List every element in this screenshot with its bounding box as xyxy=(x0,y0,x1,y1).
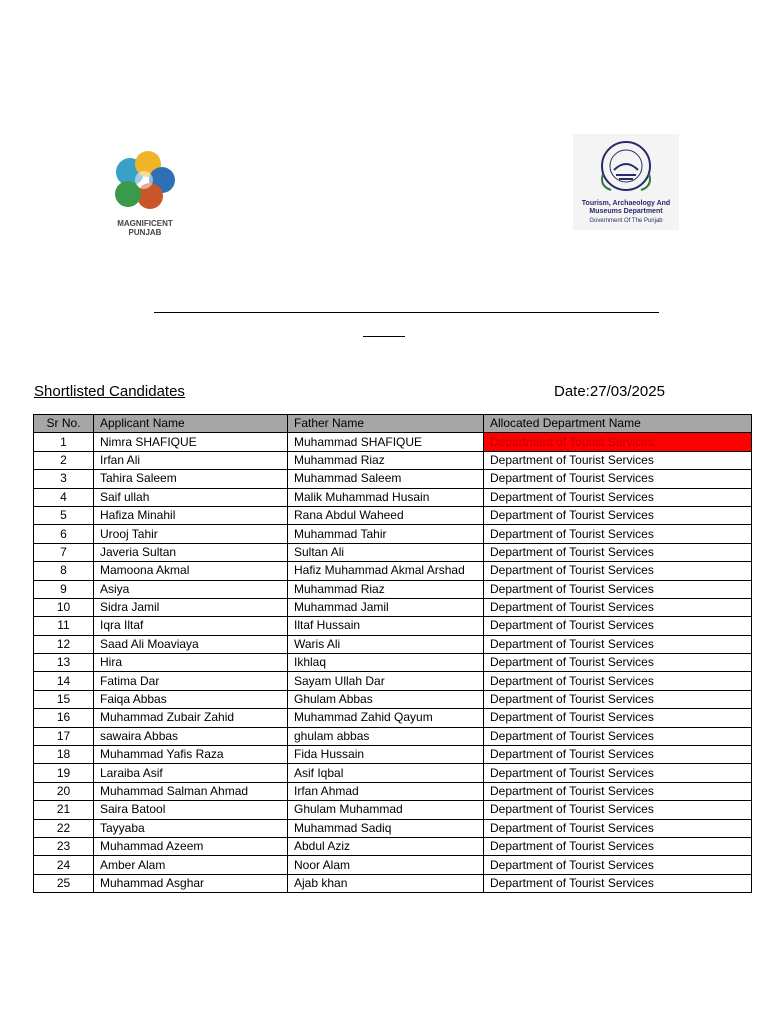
table-row xyxy=(34,433,752,451)
cell-sr-no: 10 xyxy=(34,598,94,616)
cell-father-name: Ajab khan xyxy=(288,874,484,892)
cell-sr-no: 16 xyxy=(34,709,94,727)
logo-right-line3: Government Of The Punjab xyxy=(589,218,663,224)
cell-applicant-name: Faiqa Abbas xyxy=(94,690,288,708)
cell-applicant-name: Hira xyxy=(94,654,288,672)
table-row xyxy=(34,727,752,745)
punjab-government-emblem xyxy=(573,134,679,196)
cell-sr-no: 21 xyxy=(34,801,94,819)
header-applicant-name: Applicant Name xyxy=(94,415,288,433)
header-allocated-department: Allocated Department Name xyxy=(484,415,752,433)
header-father-name: Father Name xyxy=(288,415,484,433)
cell-sr-no: 2 xyxy=(34,451,94,469)
magnificent-punjab-logo xyxy=(106,148,184,240)
table-row xyxy=(34,856,752,874)
cell-sr-no: 12 xyxy=(34,635,94,653)
cell-father-name: Muhammad Jamil xyxy=(288,598,484,616)
document-date: Date:27/03/2025 xyxy=(554,383,665,400)
cell-sr-no: 7 xyxy=(34,543,94,561)
cell-applicant-name: Amber Alam xyxy=(94,856,288,874)
shortlisted-candidates-table xyxy=(33,414,752,893)
cell-sr-no: 15 xyxy=(34,690,94,708)
cell-department: Department of Tourist Services xyxy=(484,506,752,524)
cell-applicant-name: Hafiza Minahil xyxy=(94,506,288,524)
table-row xyxy=(34,451,752,469)
table-row xyxy=(34,672,752,690)
cell-department: Department of Tourist Services xyxy=(484,727,752,745)
cell-sr-no: 24 xyxy=(34,856,94,874)
table-row xyxy=(34,617,752,635)
cell-department: Department of Tourist Services xyxy=(484,433,752,451)
cell-father-name: Malik Muhammad Husain xyxy=(288,488,484,506)
cell-father-name: Muhammad Saleem xyxy=(288,470,484,488)
table-row xyxy=(34,488,752,506)
cell-father-name: Muhammad Riaz xyxy=(288,580,484,598)
table-row xyxy=(34,709,752,727)
table-row xyxy=(34,782,752,800)
cell-department: Department of Tourist Services xyxy=(484,598,752,616)
cell-applicant-name: Muhammad Asghar xyxy=(94,874,288,892)
logo-left-line2: PUNJAB xyxy=(128,228,162,237)
cell-sr-no: 5 xyxy=(34,506,94,524)
cell-applicant-name: Saif ullah xyxy=(94,488,288,506)
cell-department: Department of Tourist Services xyxy=(484,525,752,543)
cell-department: Department of Tourist Services xyxy=(484,874,752,892)
cell-applicant-name: Mamoona Akmal xyxy=(94,562,288,580)
header-sr-no: Sr No. xyxy=(34,415,94,433)
cell-department: Department of Tourist Services xyxy=(484,690,752,708)
cell-applicant-name: Iqra Iltaf xyxy=(94,617,288,635)
cell-sr-no: 8 xyxy=(34,562,94,580)
cell-applicant-name: Asiya xyxy=(94,580,288,598)
cell-department: Department of Tourist Services xyxy=(484,746,752,764)
cell-sr-no: 6 xyxy=(34,525,94,543)
cell-father-name: Ikhlaq xyxy=(288,654,484,672)
cell-father-name: Muhammad Sadiq xyxy=(288,819,484,837)
cell-department: Department of Tourist Services xyxy=(484,837,752,855)
cell-sr-no: 19 xyxy=(34,764,94,782)
table-row xyxy=(34,837,752,855)
logo-left-line1: MAGNIFICENT xyxy=(117,219,173,228)
cell-sr-no: 4 xyxy=(34,488,94,506)
cell-applicant-name: Saira Batool xyxy=(94,801,288,819)
horizontal-rule-long xyxy=(154,312,659,313)
table-row xyxy=(34,635,752,653)
cell-father-name: Noor Alam xyxy=(288,856,484,874)
table-row xyxy=(34,580,752,598)
table-row xyxy=(34,598,752,616)
cell-father-name: Abdul Aziz xyxy=(288,837,484,855)
table-row xyxy=(34,764,752,782)
cell-father-name: Iltaf Hussain xyxy=(288,617,484,635)
table-row xyxy=(34,506,752,524)
table-row xyxy=(34,874,752,892)
cell-applicant-name: Sidra Jamil xyxy=(94,598,288,616)
table-row xyxy=(34,543,752,561)
cell-father-name: Sayam Ullah Dar xyxy=(288,672,484,690)
cell-father-name: Hafiz Muhammad Akmal Arshad xyxy=(288,562,484,580)
cell-applicant-name: Urooj Tahir xyxy=(94,525,288,543)
cell-sr-no: 9 xyxy=(34,580,94,598)
cell-applicant-name: Fatima Dar xyxy=(94,672,288,690)
cell-applicant-name: Nimra SHAFIQUE xyxy=(94,433,288,451)
cell-father-name: Waris Ali xyxy=(288,635,484,653)
table-row xyxy=(34,470,752,488)
cell-applicant-name: Muhammad Azeem xyxy=(94,837,288,855)
cell-applicant-name: Muhammad Salman Ahmad xyxy=(94,782,288,800)
document-heading: Shortlisted Candidates xyxy=(34,383,185,400)
cell-department: Department of Tourist Services xyxy=(484,654,752,672)
cell-father-name: Sultan Ali xyxy=(288,543,484,561)
magnificent-punjab-emblem xyxy=(106,148,184,216)
table-header-row xyxy=(34,415,752,433)
cell-sr-no: 23 xyxy=(34,837,94,855)
cell-sr-no: 17 xyxy=(34,727,94,745)
cell-father-name: Fida Hussain xyxy=(288,746,484,764)
cell-department: Department of Tourist Services xyxy=(484,470,752,488)
cell-sr-no: 14 xyxy=(34,672,94,690)
cell-father-name: Ghulam Muhammad xyxy=(288,801,484,819)
cell-father-name: Muhammad SHAFIQUE xyxy=(288,433,484,451)
cell-department: Department of Tourist Services xyxy=(484,562,752,580)
table-row xyxy=(34,819,752,837)
cell-applicant-name: Javeria Sultan xyxy=(94,543,288,561)
cell-father-name: Irfan Ahmad xyxy=(288,782,484,800)
tourism-department-logo xyxy=(573,134,679,230)
cell-applicant-name: Tayyaba xyxy=(94,819,288,837)
cell-father-name: Asif Iqbal xyxy=(288,764,484,782)
horizontal-rule-short xyxy=(363,336,405,337)
cell-applicant-name: Tahira Saleem xyxy=(94,470,288,488)
cell-department: Department of Tourist Services xyxy=(484,672,752,690)
logo-right-line2: Museums Department xyxy=(589,208,663,215)
cell-sr-no: 13 xyxy=(34,654,94,672)
table-row xyxy=(34,746,752,764)
cell-sr-no: 1 xyxy=(34,433,94,451)
cell-father-name: Muhammad Zahid Qayum xyxy=(288,709,484,727)
cell-sr-no: 20 xyxy=(34,782,94,800)
cell-department: Department of Tourist Services xyxy=(484,635,752,653)
cell-department: Department of Tourist Services xyxy=(484,782,752,800)
cell-sr-no: 11 xyxy=(34,617,94,635)
cell-applicant-name: sawaira Abbas xyxy=(94,727,288,745)
table-row xyxy=(34,801,752,819)
cell-applicant-name: Muhammad Zubair Zahid xyxy=(94,709,288,727)
cell-sr-no: 18 xyxy=(34,746,94,764)
cell-sr-no: 22 xyxy=(34,819,94,837)
cell-department: Department of Tourist Services xyxy=(484,488,752,506)
cell-father-name: Muhammad Tahir xyxy=(288,525,484,543)
cell-department: Department of Tourist Services xyxy=(484,543,752,561)
table-row xyxy=(34,690,752,708)
cell-applicant-name: Saad Ali Moaviaya xyxy=(94,635,288,653)
table-row xyxy=(34,562,752,580)
cell-applicant-name: Muhammad Yafis Raza xyxy=(94,746,288,764)
cell-applicant-name: Irfan Ali xyxy=(94,451,288,469)
logo-right-line1: Tourism, Archaeology And xyxy=(581,200,671,207)
cell-department: Department of Tourist Services xyxy=(484,617,752,635)
cell-applicant-name: Laraiba Asif xyxy=(94,764,288,782)
cell-father-name: Muhammad Riaz xyxy=(288,451,484,469)
cell-department: Department of Tourist Services xyxy=(484,451,752,469)
cell-father-name: Rana Abdul Waheed xyxy=(288,506,484,524)
cell-department: Department of Tourist Services xyxy=(484,856,752,874)
cell-department: Department of Tourist Services xyxy=(484,801,752,819)
cell-department: Department of Tourist Services xyxy=(484,709,752,727)
cell-department: Department of Tourist Services xyxy=(484,764,752,782)
cell-father-name: ghulam abbas xyxy=(288,727,484,745)
cell-department: Department of Tourist Services xyxy=(484,580,752,598)
table-row xyxy=(34,654,752,672)
cell-department: Department of Tourist Services xyxy=(484,819,752,837)
cell-father-name: Ghulam Abbas xyxy=(288,690,484,708)
cell-sr-no: 3 xyxy=(34,470,94,488)
table-row xyxy=(34,525,752,543)
cell-sr-no: 25 xyxy=(34,874,94,892)
